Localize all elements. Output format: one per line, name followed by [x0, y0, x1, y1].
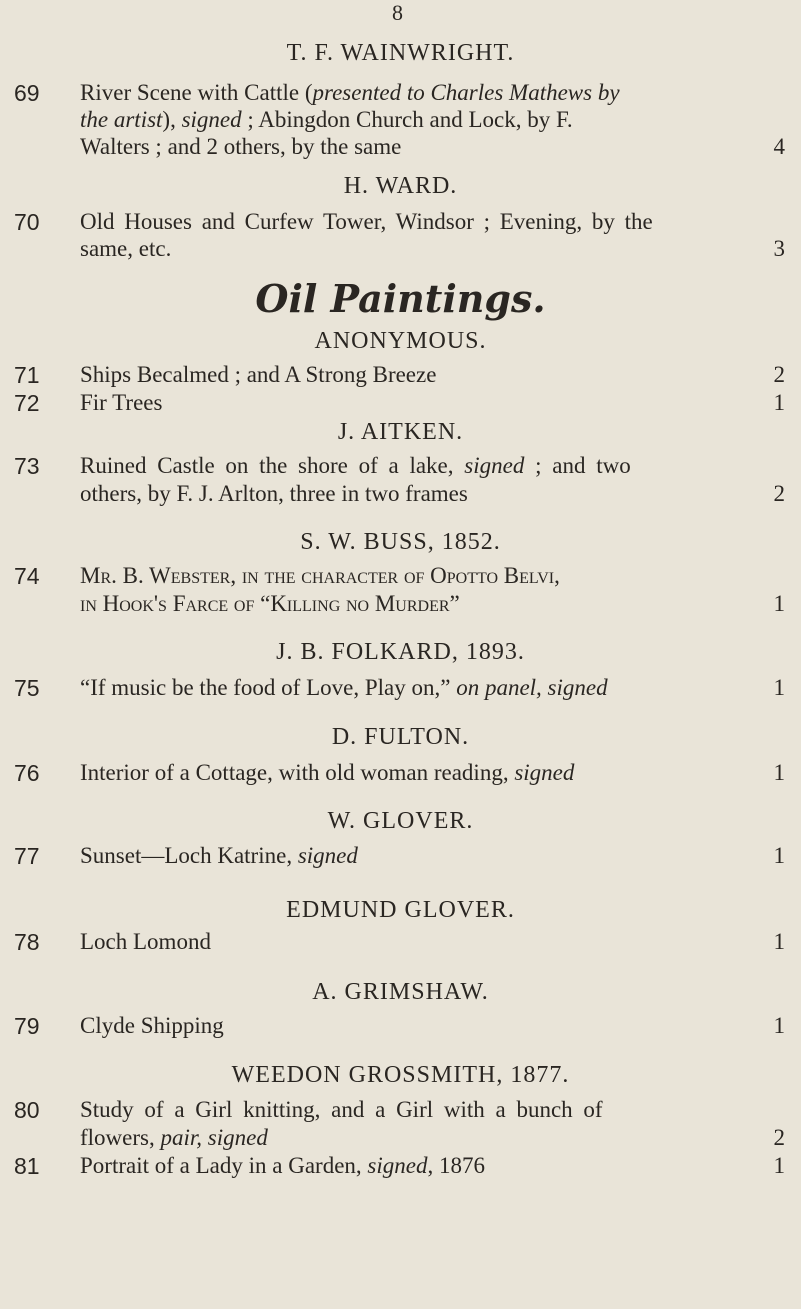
- lot-quantity: 4: [773, 134, 785, 159]
- lot-quantity: 1: [773, 929, 785, 954]
- lot-description-line: Ships Becalmed ; and A Strong Breeze: [80, 362, 437, 387]
- lot-description-line: Sunset—Loch Katrine, signed: [80, 843, 358, 868]
- lot-description-line: Walters ; and 2 others, by the same: [80, 134, 402, 159]
- lot-description-line: the artist), signed ; Abingdon Church and Lock, by F.: [80, 107, 573, 132]
- lot-quantity: 1: [773, 675, 785, 700]
- lot-description-line: Fir Trees: [80, 390, 163, 415]
- lot-description-line: Loch Lomond: [80, 929, 211, 954]
- artist-heading: S. W. BUSS, 1852.: [300, 529, 501, 555]
- lot-number: 73: [14, 453, 40, 479]
- lot-description-line: in Hook's Farce of “Killing no Murder”: [80, 591, 460, 616]
- lot-quantity: 1: [773, 591, 785, 616]
- section-title: Oil Paintings.: [255, 276, 546, 321]
- lot-quantity: 2: [773, 1125, 785, 1150]
- lot-quantity: 1: [773, 760, 785, 785]
- lot-description-line: Mr. B. Webster, in the character of Opotto Belvi,: [80, 563, 560, 588]
- page-number: 8: [392, 0, 403, 25]
- lot-description-line: Portrait of a Lady in a Garden, signed, 1876: [80, 1153, 485, 1178]
- lot-number: 78: [14, 929, 40, 955]
- lot-quantity: 2: [773, 481, 785, 506]
- lot-quantity: 2: [773, 362, 785, 387]
- lot-description-line: River Scene with Cattle (presented to Charles Mathews by: [80, 80, 620, 105]
- lot-number: 79: [14, 1013, 40, 1039]
- artist-heading: W. GLOVER.: [327, 808, 474, 834]
- artist-heading: T. F. WAINWRIGHT.: [286, 40, 515, 66]
- lot-number: 80: [14, 1097, 40, 1123]
- lot-description-line: Clyde Shipping: [80, 1013, 224, 1038]
- lot-quantity: 1: [773, 390, 785, 415]
- lot-quantity: 3: [773, 236, 785, 261]
- lot-number: 77: [14, 843, 40, 869]
- lot-description-line: flowers, pair, signed: [80, 1125, 268, 1150]
- lot-quantity: 1: [773, 1013, 785, 1038]
- lot-number: 76: [14, 760, 40, 786]
- lot-quantity: 1: [773, 1153, 785, 1178]
- lot-number: 69: [14, 80, 40, 106]
- lot-description-line: same, etc.: [80, 236, 172, 261]
- lot-number: 81: [14, 1153, 40, 1179]
- artist-heading: H. WARD.: [343, 173, 458, 199]
- lot-description-line: Study of a Girl knitting, and a Girl with a bunch of: [80, 1097, 603, 1122]
- lot-number: 70: [14, 209, 40, 235]
- lot-number: 71: [14, 362, 40, 388]
- lot-description-line: others, by F. J. Arlton, three in two frames: [80, 481, 468, 506]
- lot-number: 75: [14, 675, 40, 701]
- artist-heading: EDMUND GLOVER.: [286, 897, 515, 923]
- artist-heading: J. AITKEN.: [337, 419, 464, 445]
- artist-heading: D. FULTON.: [331, 724, 470, 750]
- lot-number: 72: [14, 390, 40, 416]
- artist-heading: ANONYMOUS.: [314, 328, 487, 354]
- lot-number: 74: [14, 563, 40, 589]
- lot-description-line: Interior of a Cottage, with old woman reading, signed: [80, 760, 575, 785]
- lot-description-line: Ruined Castle on the shore of a lake, signed ; and two: [80, 453, 631, 478]
- artist-heading: WEEDON GROSSMITH, 1877.: [231, 1062, 570, 1088]
- artist-heading: A. GRIMSHAW.: [312, 979, 489, 1005]
- lot-description-line: “If music be the food of Love, Play on,” on panel, signed: [80, 675, 608, 700]
- lot-quantity: 1: [773, 843, 785, 868]
- lot-description-line: Old Houses and Curfew Tower, Windsor ; Evening, by the: [80, 209, 653, 234]
- artist-heading: J. B. FOLKARD, 1893.: [276, 639, 525, 665]
